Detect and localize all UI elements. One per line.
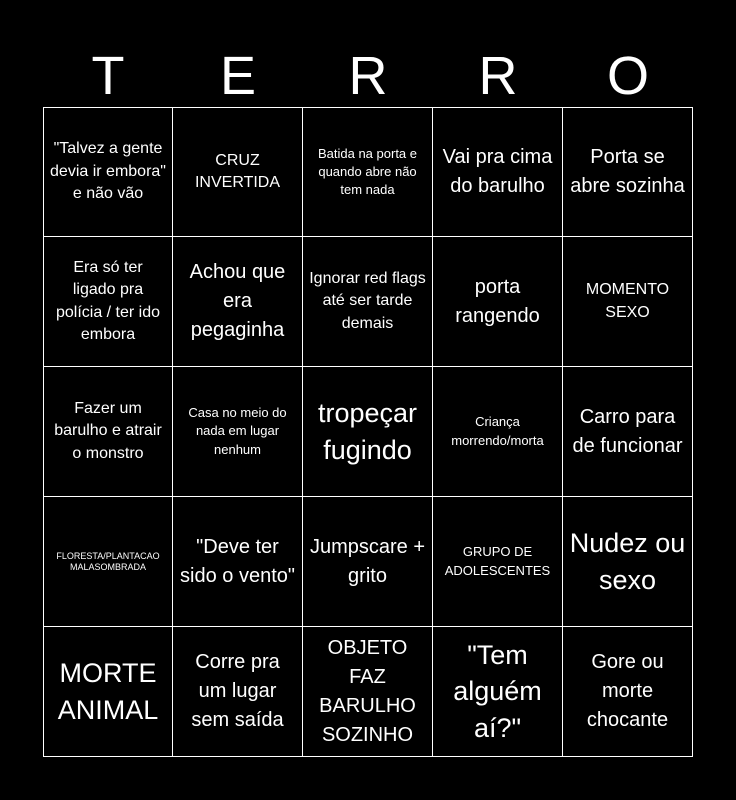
bingo-title: [43, 40, 693, 108]
bingo-cell[interactable]: "Talvez a gente devia ir embora" e não vão: [43, 107, 173, 237]
bingo-cell[interactable]: Ignorar red flags até ser tarde demais: [303, 237, 433, 367]
bingo-cell[interactable]: Batida na porta e quando abre não tem nada: [303, 107, 433, 237]
bingo-cell[interactable]: Gore ou morte chocante: [563, 627, 693, 757]
bingo-cell[interactable]: OBJETO FAZ BARULHO SOZINHO: [303, 627, 433, 757]
title-letter-o: O: [606, 46, 649, 106]
bingo-cell[interactable]: Era só ter ligado pra polícia / ter ido embora: [43, 237, 173, 367]
title-letter-t: T: [91, 46, 125, 106]
bingo-cell[interactable]: porta rangendo: [433, 237, 563, 367]
bingo-cell[interactable]: Carro para de funcionar: [563, 367, 693, 497]
title-letter-r-2: R: [478, 46, 518, 106]
bingo-board: [43, 107, 693, 757]
bingo-cell[interactable]: Criança morrendo/morta: [433, 367, 563, 497]
bingo-cell[interactable]: MOMENTO SEXO: [563, 237, 693, 367]
bingo-cell[interactable]: Vai pra cima do barulho: [433, 107, 563, 237]
bingo-cell[interactable]: Fazer um barulho e atrair o monstro: [43, 367, 173, 497]
bingo-cell[interactable]: Jumpscare + grito: [303, 497, 433, 627]
title-letter-r: R: [348, 46, 388, 106]
bingo-cell[interactable]: Porta se abre sozinha: [563, 107, 693, 237]
bingo-cell[interactable]: GRUPO DE ADOLESCENTES: [433, 497, 563, 627]
title-letter-e: E: [219, 46, 257, 106]
bingo-cell[interactable]: Achou que era pegaginha: [173, 237, 303, 367]
bingo-cell[interactable]: MORTE ANIMAL: [43, 627, 173, 757]
bingo-cell[interactable]: "Tem alguém aí?": [433, 627, 563, 757]
bingo-cell[interactable]: tropeçar fugindo: [303, 367, 433, 497]
bingo-cell[interactable]: CRUZ INVERTIDA: [173, 107, 303, 237]
bingo-cell[interactable]: Corre pra um lugar sem saída: [173, 627, 303, 757]
bingo-cell[interactable]: Nudez ou sexo: [563, 497, 693, 627]
bingo-cell[interactable]: Casa no meio do nada em lugar nenhum: [173, 367, 303, 497]
bingo-cell[interactable]: FLORESTA/PLANTACAO MALASOMBRADA: [43, 497, 173, 627]
bingo-cell[interactable]: "Deve ter sido o vento": [173, 497, 303, 627]
